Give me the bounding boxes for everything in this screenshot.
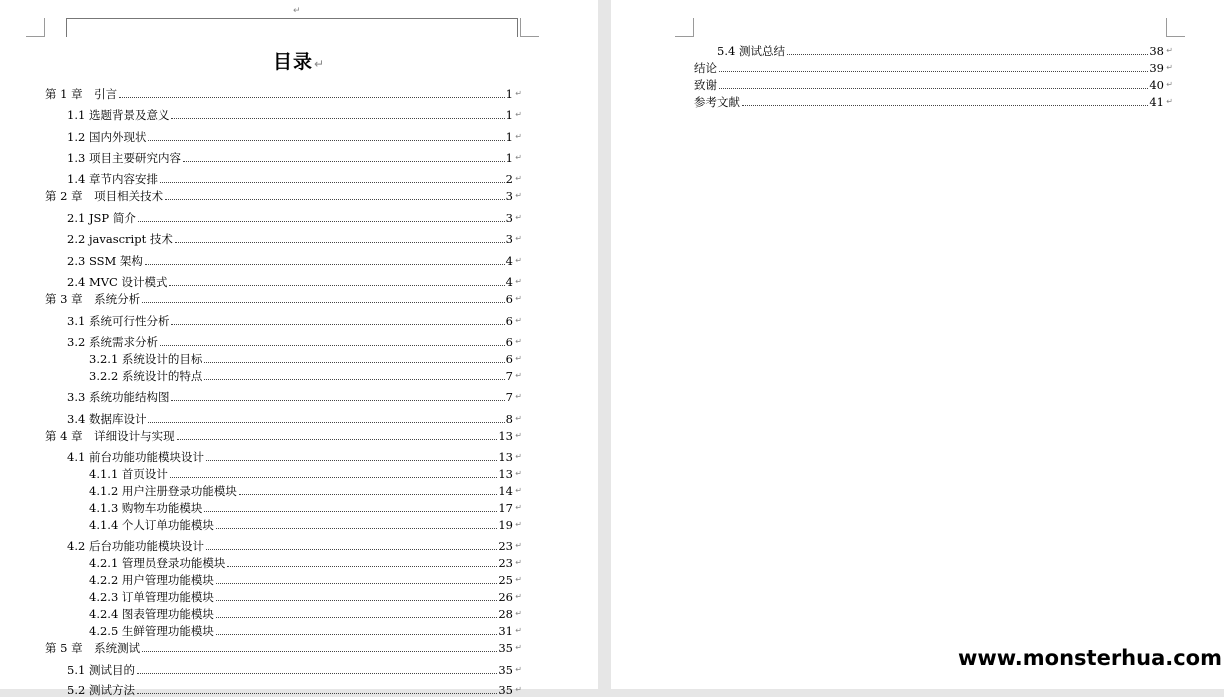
toc-entry[interactable] — [694, 61, 1173, 75]
toc-dot-leader — [177, 439, 498, 440]
toc-dot-leader — [204, 362, 504, 363]
paragraph-mark-icon: ↵ — [313, 57, 326, 71]
paragraph-mark-icon: ↵ — [515, 213, 522, 222]
toc-entry-title: 参考文献 — [694, 95, 740, 109]
toc-dot-leader — [165, 199, 505, 200]
paragraph-mark-icon: ↵ — [515, 316, 522, 325]
toc-entry-title: 第 5 章 系统测试 — [45, 641, 141, 655]
toc-entry-title: 4.2.3 订单管理功能模块 — [89, 590, 214, 604]
toc-entry-title: 1.4 章节内容安排 — [67, 172, 158, 186]
paragraph-mark-icon: ↵ — [515, 520, 522, 529]
toc-entry[interactable] — [694, 78, 1173, 92]
paragraph-mark-icon: ↵ — [515, 89, 522, 98]
toc-entry-title: 4.1.4 个人订单功能模块 — [89, 518, 214, 532]
toc-entry[interactable] — [89, 590, 522, 604]
toc-entry-page: 41 — [1149, 95, 1164, 109]
toc-entry-page: 26 — [498, 590, 513, 604]
toc-entry[interactable] — [694, 95, 1173, 109]
toc-entry-title: 结论 — [694, 61, 717, 75]
toc-entry-page: 35 — [498, 641, 513, 655]
toc-entry-title: 4.1.2 用户注册登录功能模块 — [89, 484, 237, 498]
toc-entry-page: 17 — [498, 501, 513, 515]
toc-dot-leader — [216, 634, 497, 635]
toc-entry-page: 6 — [505, 335, 513, 349]
toc-dot-leader — [142, 651, 497, 652]
paragraph-mark-icon: ↵ — [515, 153, 522, 162]
toc-entry[interactable] — [89, 556, 522, 570]
watermark: www.monsterhua.com — [960, 627, 1224, 689]
toc-entry-title: 2.1 JSP 简介 — [67, 211, 136, 225]
toc-dot-leader — [175, 242, 505, 243]
toc-entry-page: 4 — [505, 275, 513, 289]
toc-entry-title: 第 1 章 引言 — [45, 87, 118, 101]
toc-dot-leader — [119, 97, 505, 98]
toc-entry[interactable] — [67, 539, 522, 553]
toc-entry-title: 4.1 前台功能功能模块设计 — [67, 450, 204, 464]
toc-entry-title: 3.3 系统功能结构图 — [67, 390, 170, 404]
toc-entry[interactable] — [89, 352, 522, 366]
toc-entry[interactable] — [89, 624, 522, 638]
toc-dot-leader — [719, 88, 1148, 89]
paragraph-mark-icon: ↵ — [515, 392, 522, 401]
toc-entry-title: 3.2 系统需求分析 — [67, 335, 158, 349]
toc-dot-leader — [171, 324, 504, 325]
paragraph-mark-icon: ↵ — [515, 110, 522, 119]
toc-entry-page: 3 — [505, 189, 513, 203]
toc-dot-leader — [171, 400, 504, 401]
paragraph-mark-icon: ↵ — [293, 6, 301, 16]
toc-entry-page: 40 — [1149, 78, 1164, 92]
toc-entry-title: 3.4 数据库设计 — [67, 412, 147, 426]
toc-entry-title: 4.2 后台功能功能模块设计 — [67, 539, 204, 553]
toc-entry-page: 28 — [498, 607, 513, 621]
toc-entry-title: 4.1.1 首页设计 — [89, 467, 168, 481]
paragraph-mark-icon: ↵ — [515, 643, 522, 652]
toc-dot-leader — [137, 673, 497, 674]
paragraph-mark-icon: ↵ — [1166, 63, 1173, 72]
toc-entry[interactable] — [67, 151, 522, 165]
toc-dot-leader — [148, 422, 504, 423]
toc-dot-leader — [137, 693, 497, 694]
toc-entry-page: 14 — [498, 484, 513, 498]
toc-entry-page: 1 — [505, 151, 513, 165]
toc-entry-title: 1.1 选题背景及意义 — [67, 108, 170, 122]
toc-entry-page: 3 — [505, 211, 513, 225]
toc-entry-page: 23 — [498, 556, 513, 570]
paragraph-mark-icon: ↵ — [515, 431, 522, 440]
toc-entry-page: 7 — [505, 390, 513, 404]
toc-dot-leader — [183, 161, 505, 162]
paragraph-mark-icon: ↵ — [515, 685, 522, 694]
toc-entry-page: 7 — [505, 369, 513, 383]
paragraph-mark-icon: ↵ — [515, 609, 522, 618]
toc-entry-title: 2.3 SSM 架构 — [67, 254, 143, 268]
toc-dot-leader — [239, 494, 497, 495]
paragraph-mark-icon: ↵ — [515, 592, 522, 601]
toc-entry[interactable] — [45, 292, 522, 306]
toc-entry[interactable] — [45, 429, 522, 443]
toc-dot-leader — [719, 71, 1148, 72]
toc-entry-page: 1 — [505, 130, 513, 144]
paragraph-mark-icon: ↵ — [515, 354, 522, 363]
toc-entry-page: 2 — [505, 172, 513, 186]
toc-entry[interactable] — [67, 275, 522, 289]
toc-entry-title: 4.2.1 管理员登录功能模块 — [89, 556, 226, 570]
toc-dot-leader — [216, 600, 497, 601]
toc-entry-page: 35 — [498, 663, 513, 677]
toc-dot-leader — [787, 54, 1148, 55]
toc-dot-leader — [216, 617, 497, 618]
paragraph-mark-icon: ↵ — [515, 575, 522, 584]
paragraph-mark-icon: ↵ — [515, 174, 522, 183]
paragraph-mark-icon: ↵ — [515, 486, 522, 495]
header-rule — [66, 18, 518, 19]
toc-dot-leader — [160, 182, 505, 183]
toc-entry-page: 1 — [505, 87, 513, 101]
toc-dot-leader — [204, 511, 497, 512]
toc-entry-title: 1.2 国内外现状 — [67, 130, 147, 144]
toc-entry-page: 35 — [498, 683, 513, 697]
paragraph-mark-icon: ↵ — [1166, 80, 1173, 89]
margin-corner-mark — [1166, 18, 1185, 37]
paragraph-mark-icon: ↵ — [515, 234, 522, 243]
toc-entry-page: 23 — [498, 539, 513, 553]
toc-entry-title: 5.1 测试目的 — [67, 663, 135, 677]
toc-entry[interactable] — [67, 663, 522, 677]
toc-dot-leader — [206, 549, 497, 550]
toc-entry-title: 2.2 javascript 技术 — [67, 232, 173, 246]
margin-corner-mark — [520, 18, 539, 37]
toc-entry-title: 致谢 — [694, 78, 717, 92]
toc-entry[interactable] — [67, 412, 522, 426]
toc-entry[interactable] — [717, 44, 1173, 58]
toc-entry-page: 6 — [505, 314, 513, 328]
toc-dot-leader — [142, 302, 505, 303]
toc-entry-title: 5.2 测试方法 — [67, 683, 135, 697]
paragraph-mark-icon: ↵ — [515, 191, 522, 200]
paragraph-mark-icon: ↵ — [515, 626, 522, 635]
toc-dot-leader — [170, 477, 497, 478]
toc-entry[interactable] — [89, 467, 522, 481]
toc-entry-page: 6 — [505, 292, 513, 306]
toc-entry[interactable] — [67, 172, 522, 186]
paragraph-mark-icon: ↵ — [515, 541, 522, 550]
toc-entry-page: 39 — [1149, 61, 1164, 75]
toc-entry-title: 4.2.4 图表管理功能模块 — [89, 607, 214, 621]
paragraph-mark-icon: ↵ — [515, 337, 522, 346]
toc-dot-leader — [227, 566, 497, 567]
paragraph-mark-icon: ↵ — [515, 294, 522, 303]
toc-entry[interactable] — [67, 211, 522, 225]
toc-entry-page: 3 — [505, 232, 513, 246]
toc-entry-page: 13 — [498, 429, 513, 443]
paragraph-mark-icon: ↵ — [515, 277, 522, 286]
toc-entry-title: 3.2.2 系统设计的特点 — [89, 369, 203, 383]
toc-entry-title: 4.2.2 用户管理功能模块 — [89, 573, 214, 587]
toc-entry-page: 31 — [498, 624, 513, 638]
toc-entry-page: 6 — [505, 352, 513, 366]
toc-entry[interactable] — [67, 108, 522, 122]
toc-entry-page: 13 — [498, 450, 513, 464]
paragraph-mark-icon: ↵ — [515, 371, 522, 380]
toc-entry-title: 4.2.5 生鲜管理功能模块 — [89, 624, 214, 638]
paragraph-mark-icon: ↵ — [515, 132, 522, 141]
toc-entry[interactable] — [67, 683, 522, 697]
toc-entry-title: 1.3 项目主要研究内容 — [67, 151, 181, 165]
toc-entry[interactable] — [67, 254, 522, 268]
toc-entry-page: 19 — [498, 518, 513, 532]
toc-entry-title: 第 4 章 详细设计与实现 — [45, 429, 175, 443]
toc-entry-title: 3.2.1 系统设计的目标 — [89, 352, 203, 366]
toc-entry-page: 1 — [505, 108, 513, 122]
margin-corner-mark — [26, 18, 45, 37]
paragraph-mark-icon: ↵ — [515, 558, 522, 567]
toc-entry[interactable] — [89, 501, 522, 515]
toc-entry-title: 3.1 系统可行性分析 — [67, 314, 170, 328]
toc-entry[interactable] — [45, 189, 522, 203]
toc-entry[interactable] — [89, 369, 522, 383]
toc-entry-page: 8 — [505, 412, 513, 426]
toc-dot-leader — [160, 345, 505, 346]
toc-entry[interactable] — [45, 87, 522, 101]
toc-entry-page: 13 — [498, 467, 513, 481]
paragraph-mark-icon: ↵ — [1166, 97, 1173, 106]
toc-entry-title: 2.4 MVC 设计模式 — [67, 275, 168, 289]
toc-entry-title: 第 3 章 系统分析 — [45, 292, 141, 306]
toc-entry-title: 4.1.3 购物车功能模块 — [89, 501, 203, 515]
document-page-left — [0, 0, 598, 697]
toc-entry[interactable] — [45, 641, 522, 655]
toc-dot-leader — [169, 285, 504, 286]
paragraph-mark-icon: ↵ — [515, 414, 522, 423]
toc-entry[interactable] — [89, 573, 522, 587]
toc-entry-title: 第 2 章 项目相关技术 — [45, 189, 164, 203]
toc-entry[interactable] — [67, 335, 522, 349]
paragraph-mark-icon: ↵ — [515, 256, 522, 265]
toc-entry[interactable] — [89, 607, 522, 621]
paragraph-mark-icon: ↵ — [515, 469, 522, 478]
toc-entry[interactable] — [89, 518, 522, 532]
toc-dot-leader — [216, 583, 497, 584]
toc-entry[interactable] — [67, 450, 522, 464]
toc-dot-leader — [206, 460, 497, 461]
toc-dot-leader — [171, 118, 504, 119]
toc-dot-leader — [138, 221, 505, 222]
toc-dot-leader — [145, 264, 505, 265]
toc-dot-leader — [204, 379, 504, 380]
margin-corner-mark — [675, 18, 694, 37]
toc-entry-page: 25 — [498, 573, 513, 587]
toc-title-text: 目录 — [272, 51, 313, 73]
paragraph-mark-icon: ↵ — [515, 665, 522, 674]
toc-entry[interactable] — [67, 390, 522, 404]
paragraph-mark-icon: ↵ — [1166, 46, 1173, 55]
toc-entry[interactable] — [67, 130, 522, 144]
paragraph-mark-icon: ↵ — [515, 452, 522, 461]
toc-entry-page: 4 — [505, 254, 513, 268]
toc-entry[interactable] — [67, 232, 522, 246]
toc-entry[interactable] — [89, 484, 522, 498]
toc-entry-title: 5.4 测试总结 — [717, 44, 785, 58]
toc-dot-leader — [148, 140, 504, 141]
toc-entry[interactable] — [67, 314, 522, 328]
toc-entry-page: 38 — [1149, 44, 1164, 58]
toc-dot-leader — [742, 105, 1148, 106]
toc-title[interactable] — [0, 47, 598, 74]
paragraph-mark-icon: ↵ — [515, 503, 522, 512]
toc-dot-leader — [216, 528, 497, 529]
